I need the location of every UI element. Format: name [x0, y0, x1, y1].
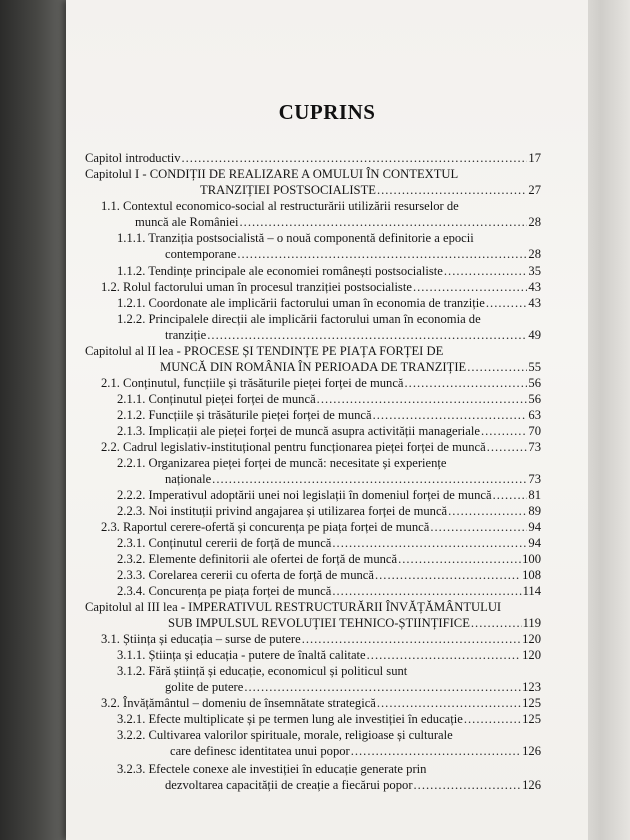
toc-entry: 2.1.2. Funcțiile și trăsăturile pieței forței de muncă ..... 63 — [117, 408, 541, 423]
toc-entry: Capitolul al III lea - IMPERATIVUL RESTRUCTURĂRII ÎNVĂȚĂMÂNTULUI — [85, 600, 502, 614]
toc-entry: care definesc identitatea unui popor ..... 126 — [170, 744, 541, 759]
toc-entry: 2.2.2. Imperativul adoptării unei noi legislații în domeniul forței de muncă ..... 81 — [117, 488, 541, 503]
toc-entry: 1.2.1. Coordonate ale implicării factorului uman în economia de tranziție ..... 43 — [117, 296, 541, 311]
toc-entry: 3.1. Știința și educația – surse de putere ..... 120 — [101, 632, 541, 647]
toc-entry: 3.2.1. Efecte multiplicate și pe termen lung ale investiției în educație ..... 125 — [117, 712, 541, 727]
toc-entry: 2.3.1. Conținutul cererii de forță de muncă ..... 94 — [117, 536, 541, 551]
toc-entry: 2.3. Raportul cerere-ofertă și concurența pe piața forței de muncă ..... 94 — [101, 520, 541, 535]
page-title: CUPRINS — [278, 100, 376, 124]
toc-entry: 2.2. Cadrul legislativ-instituțional pentru funcționarea pieței forței de muncă ..... 73 — [101, 440, 541, 455]
toc-entry: MUNCĂ DIN ROMÂNIA ÎN PERIOADA DE TRANZIȚIE ..... 55 — [160, 360, 541, 375]
toc-entry: naționale ..... 73 — [165, 472, 541, 487]
toc-entry: 3.1.1. Știința și educația - putere de înaltă calitate ..... 120 — [117, 648, 541, 663]
toc-entry: contemporane ..... 28 — [165, 247, 541, 262]
toc-entry: 2.3.4. Concurența pe piața forței de muncă ..... 114 — [117, 584, 541, 599]
toc-entry: 2.1.3. Implicații ale pieței forței de muncă asupra activității manageriale ..... 70 — [117, 424, 541, 439]
toc-entry: 2.2.1. Organizarea pieței forței de muncă: necesitate și experiențe — [117, 456, 447, 470]
toc-entry: 3.1.2. Fără știință și educație, economicul și politicul sunt — [117, 664, 408, 678]
toc-entry: 1.1.2. Tendințe principale ale economiei românești postsocialiste ..... 35 — [117, 264, 541, 279]
toc-entry: 2.1.1. Conținutul pieței forței de muncă ..... 56 — [117, 392, 541, 407]
toc-entry: Capitol introductiv ..... 17 — [85, 151, 541, 166]
toc-entry: 1.1.1. Tranziția postsocialistă – o nouă componentă definitorie a epocii — [117, 231, 474, 245]
toc-entry: 2.2.3. Noi instituții privind angajarea și utilizarea forței de muncă ..... 89 — [117, 504, 541, 519]
toc-entry: Capitolul I - CONDIȚII DE REALIZARE A OMULUI ÎN CONTEXTUL — [85, 167, 459, 181]
toc-entry: dezvoltarea capacității de creație a fiecărui popor ..... 126 — [165, 778, 541, 793]
toc-entry: 3.2.2. Cultivarea valorilor spirituale, morale, religioase și culturale — [117, 728, 453, 742]
toc-entry: 2.3.3. Corelarea cererii cu oferta de forță de muncă ..... 108 — [117, 568, 541, 583]
toc-entry: 1.2.2. Principalele direcții ale implicării factorului uman în economia de — [117, 312, 481, 326]
toc-entry: Capitolul al II lea - PROCESE ȘI TENDINȚE PE PIAȚA FORȚEI DE — [85, 344, 444, 358]
toc-entry: tranziție ..... 49 — [165, 328, 541, 343]
toc-entry: TRANZIȚIEI POSTSOCIALISTE ..... 27 — [200, 183, 541, 198]
toc-entry: muncă ale României ..... 28 — [135, 215, 541, 230]
toc-entry: golite de putere ..... 123 — [165, 680, 541, 695]
toc-entry: 2.3.2. Elemente definitorii ale ofertei de forță de muncă ..... 100 — [117, 552, 541, 567]
toc-entry: 1.2. Rolul factorului uman în procesul tranziției postsocialiste ..... 43 — [101, 280, 541, 295]
toc-entry: 3.2. Învățământul – domeniu de însemnătate strategică ..... 125 — [101, 696, 541, 711]
toc-entry: SUB IMPULSUL REVOLUȚIEI TEHNICO-ȘTIINȚIFICE ..... 119 — [168, 616, 541, 631]
toc-entry: 2.1. Conținutul, funcțiile și trăsăturile pieței forței de muncă ..... 56 — [101, 376, 541, 391]
toc-entry: 3.2.3. Efectele conexe ale investiției în educație generate prin — [117, 762, 427, 776]
toc-entry: 1.1. Contextul economico-social al restructurării utilizării resurselor de — [101, 199, 459, 213]
